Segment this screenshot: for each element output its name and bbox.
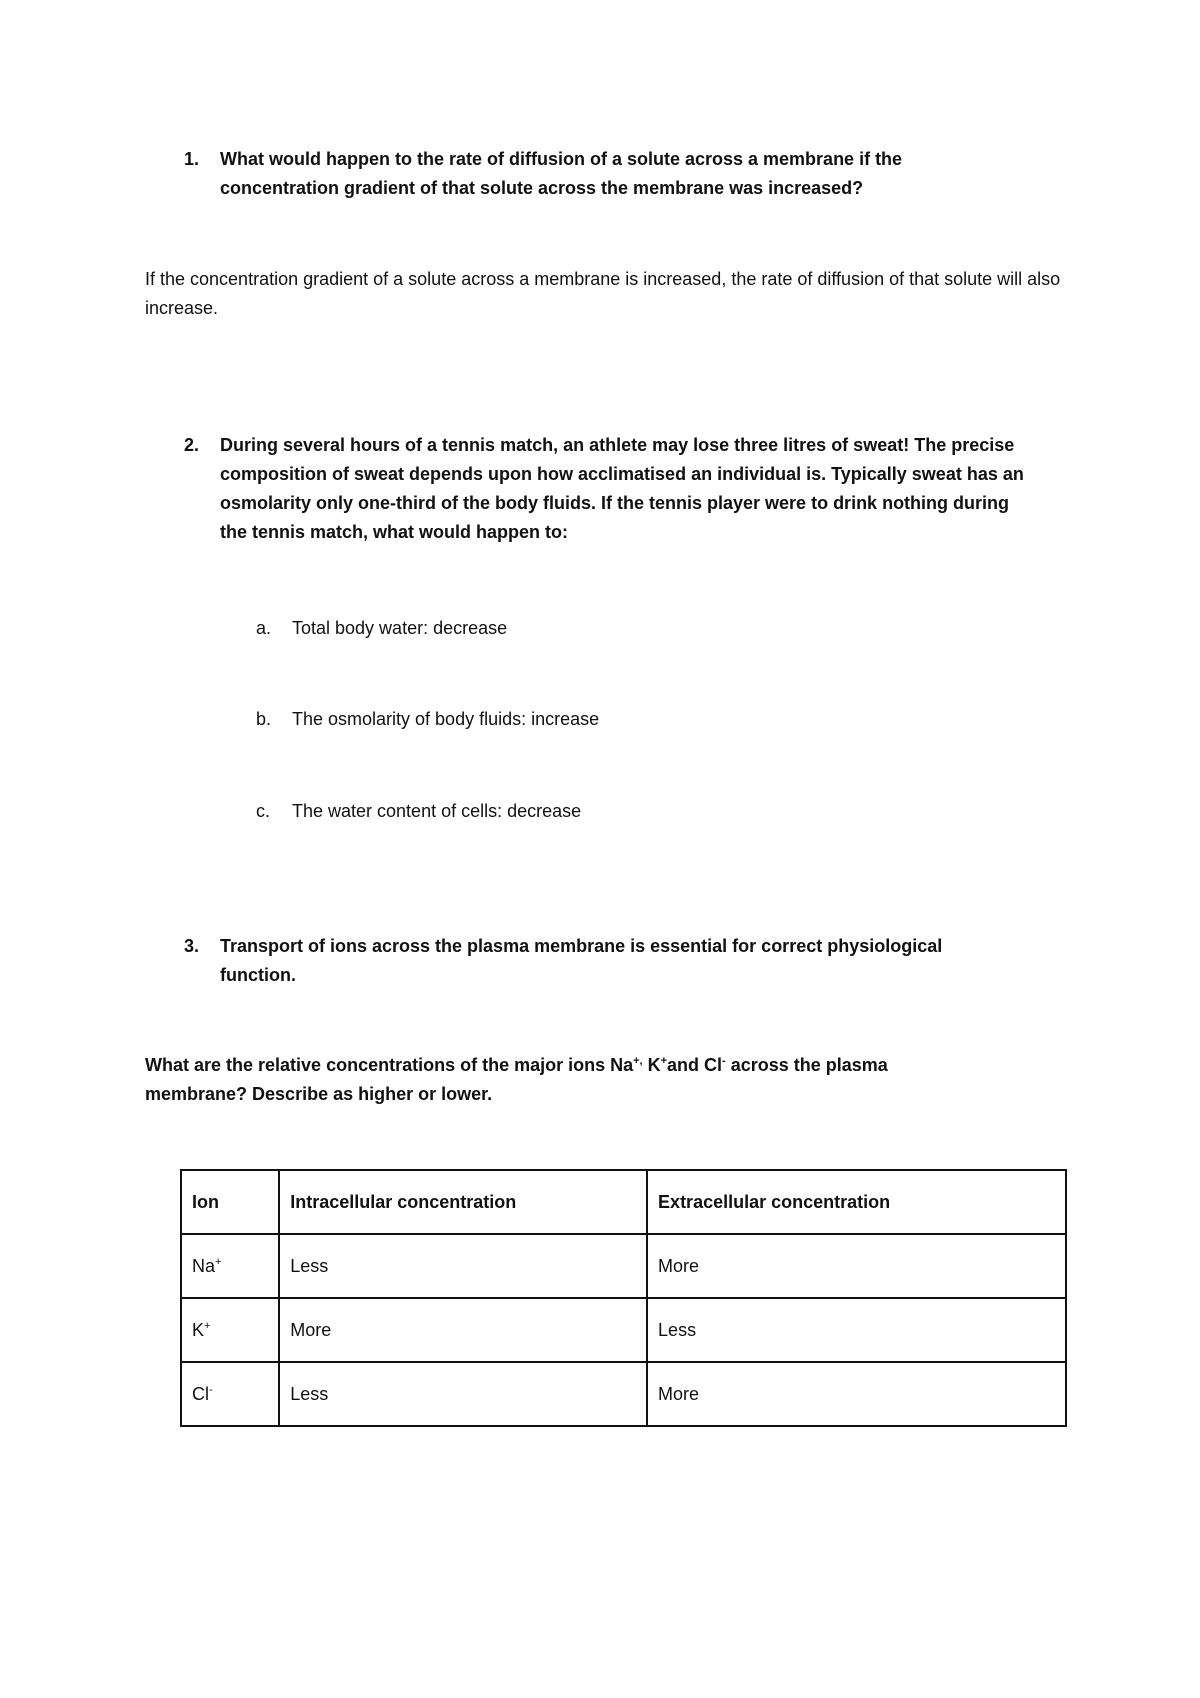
ion-symbol: Na	[192, 1255, 216, 1276]
header-extracellular: Extracellular concentration	[647, 1170, 1066, 1234]
table-header-row	[181, 1170, 1066, 1234]
prompt-text: and Cl	[667, 1055, 723, 1075]
question-3	[184, 932, 1034, 992]
prompt-superscript: +	[660, 1055, 668, 1067]
ion-cell	[181, 1234, 279, 1298]
list-item	[256, 797, 856, 827]
question-2-number: 2.	[184, 435, 200, 455]
list-item-letter: c.	[256, 801, 271, 821]
header-intracellular: Intracellular concentration	[279, 1170, 647, 1234]
list-item-text: The osmolarity of body fluids: increase	[292, 709, 600, 729]
question-3-text: Transport of ions across the plasma membrane is essential for correct physiological function.	[220, 936, 943, 985]
question-1	[184, 145, 984, 205]
question-1-number: 1.	[184, 149, 200, 169]
extracellular-cell: More	[647, 1234, 1066, 1298]
question-2-text: During several hours of a tennis match, an athlete may lose three litres of sweat! The precise composition of sweat depends upon how acclimatised an individual is. Typically sweat has an osmolarity only one-third of the body fluids. If the tennis player were to drink nothing during the tennis match, what would happen to:	[220, 435, 1024, 542]
header-ion: Ion	[181, 1170, 279, 1234]
question-2	[184, 431, 1034, 551]
list-item-text: The water content of cells: decrease	[292, 801, 582, 821]
ion-charge: -	[209, 1383, 213, 1396]
ion-symbol: Cl	[192, 1383, 209, 1404]
list-item-text: Total body water: decrease	[292, 618, 508, 638]
ion-cell	[181, 1362, 279, 1426]
ion-charge: +	[204, 1319, 211, 1332]
ion-symbol: K	[192, 1319, 205, 1340]
table-row	[181, 1362, 1066, 1426]
prompt-text: across the plasma membrane? Describe as higher or lower.	[145, 1055, 888, 1104]
list-item	[256, 705, 856, 735]
intracellular-cell: More	[279, 1298, 647, 1362]
table-row	[181, 1234, 1066, 1298]
ion-cell	[181, 1298, 279, 1362]
list-item-letter: a.	[256, 618, 272, 638]
extracellular-cell: More	[647, 1362, 1066, 1426]
list-item-letter: b.	[256, 709, 272, 729]
ion-concentration-table	[180, 1169, 1067, 1427]
question-1-text: What would happen to the rate of diffusion of a solute across a membrane if the concentration gradient of that solute across the membrane was increased?	[220, 149, 903, 198]
intracellular-cell: Less	[279, 1362, 647, 1426]
intracellular-cell: Less	[279, 1234, 647, 1298]
prompt-superscript: +,	[633, 1055, 643, 1067]
ion-charge: +	[215, 1255, 222, 1268]
prompt-superscript: -	[722, 1055, 726, 1067]
list-item	[256, 614, 856, 644]
prompt-text: What are the relative concentrations of the major ions Na	[145, 1055, 634, 1075]
extracellular-cell: Less	[647, 1298, 1066, 1362]
question-3-number: 3.	[184, 936, 200, 956]
prompt-text: K	[642, 1055, 661, 1075]
table-row	[181, 1298, 1066, 1362]
question-3-prompt	[145, 1051, 965, 1109]
answer-1: If the concentration gradient of a solute across a membrane is increased, the rate of diffusion of that solute will also increase.	[145, 269, 1061, 318]
